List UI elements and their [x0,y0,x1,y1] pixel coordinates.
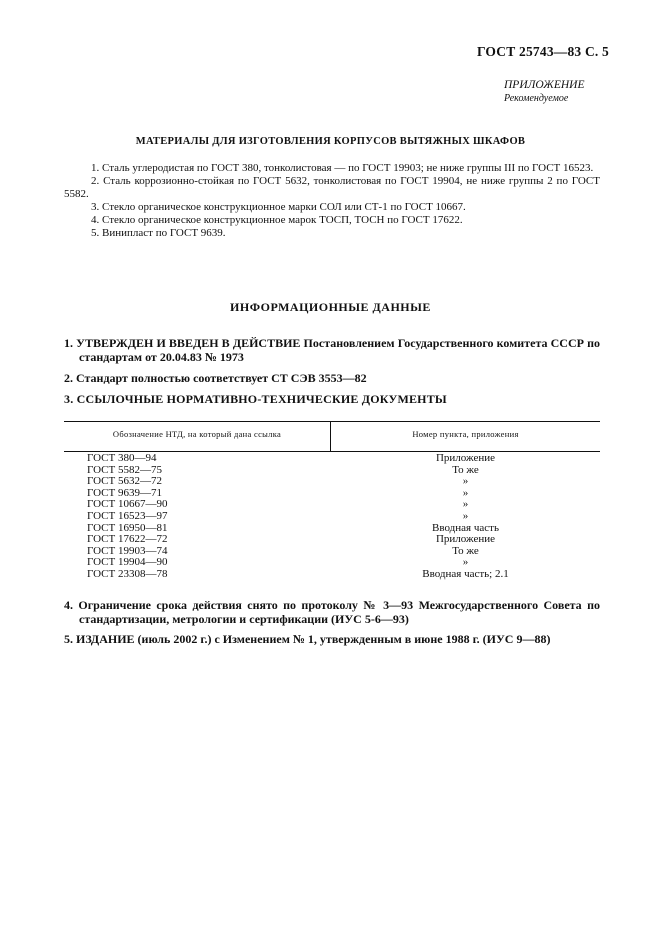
appendix-sublabel: Рекомендуемое [504,93,569,104]
info-point-approved: 1. УТВЕРЖДЕН И ВВЕДЕН В ДЕЙСТВИЕ Постановлением Государственного комитета СССР по стандартам от 20.04.83 № 1973 [64,336,600,364]
table-ref-column [331,453,600,581]
table-cell-ref: » [462,475,469,488]
table-cell-doc: ГОСТ 19903—74 [87,544,168,557]
info-point-term-limit: 4. Ограничение срока действия снято по протоколу № 3—93 Межгосударственного Совета по стандартизации, метрологии и сертификации (ИУС 5-6—93) [64,598,600,626]
table-cell-doc: ГОСТ 5582—75 [87,463,162,476]
materials-item: 3. Стекло органическое конструкционное марки СОЛ или СТ-1 по ГОСТ 10667. [91,201,466,213]
table-cell-ref: То же [452,463,479,476]
table-cell-ref: » [462,498,469,511]
table-cell-ref: Вводная часть [432,521,499,534]
table-cell-ref: » [462,486,469,499]
materials-list [64,162,600,240]
materials-item: 5. Винипласт по ГОСТ 9639. [91,227,226,239]
materials-title: МАТЕРИАЛЫ ДЛЯ ИЗГОТОВЛЕНИЯ КОРПУСОВ ВЫТЯЖНЫХ ШКАФОВ [135,136,526,147]
info-title: ИНФОРМАЦИОННЫЕ ДАННЫЕ [230,300,431,314]
table-header-ref: Номер пункта, приложения [412,429,519,439]
materials-item: 4. Стекло органическое конструкционное марок ТОСП, ТОСН по ГОСТ 17622. [91,214,463,226]
table-cell-ref: » [462,509,469,522]
table-cell-doc: ГОСТ 19904—90 [87,556,168,569]
appendix-label-block [504,78,584,106]
info-point-compliance: 2. Стандарт полностью соответствует СТ СЭВ 3553—82 [64,371,367,385]
table-cell-ref: Приложение [435,452,496,464]
materials-item: 2. Сталь коррозионно-стойкая по ГОСТ 5632, тонколистовая по ГОСТ 19904, не ниже группы 2 по ГОСТ 5582. [64,175,600,200]
table-cell-doc: ГОСТ 16950—81 [87,521,168,534]
reference-table [64,421,600,585]
table-cell-doc: ГОСТ 17622—72 [87,533,168,546]
table-cell-doc: ГОСТ 5632—72 [87,475,162,488]
table-cell-ref: То же [452,544,479,557]
info-point-references: 3. ССЫЛОЧНЫЕ НОРМАТИВНО-ТЕХНИЧЕСКИЕ ДОКУМЕНТЫ [64,392,447,406]
info-point-edition: 5. ИЗДАНИЕ (июль 2002 г.) с Изменением № 1, утвержденным в июне 1988 г. (ИУС 9—88) [64,632,551,646]
page-header: ГОСТ 25743—83 С. 5 [476,44,609,59]
table-cell-doc: ГОСТ 23308—78 [87,567,168,580]
table-cell-ref: » [462,556,469,569]
appendix-label: ПРИЛОЖЕНИЕ [504,79,585,91]
table-doc-column [87,453,167,581]
table-header-doc: Обозначение НТД, на который дана ссылка [112,429,282,439]
table-cell-doc: ГОСТ 9639—71 [87,486,162,499]
table-cell-ref: Вводная часть; 2.1 [422,567,509,580]
materials-item: 1. Сталь углеродистая по ГОСТ 380, тонколистовая — по ГОСТ 19903; не ниже группы III по ГОСТ 16523. [91,162,594,174]
table-cell-doc: ГОСТ 380—94 [87,452,157,464]
table-cell-ref: Приложение [435,533,496,546]
table-cell-doc: ГОСТ 10667—90 [87,498,168,511]
table-top-rule [64,421,600,422]
table-cell-doc: ГОСТ 16523—97 [87,509,168,522]
